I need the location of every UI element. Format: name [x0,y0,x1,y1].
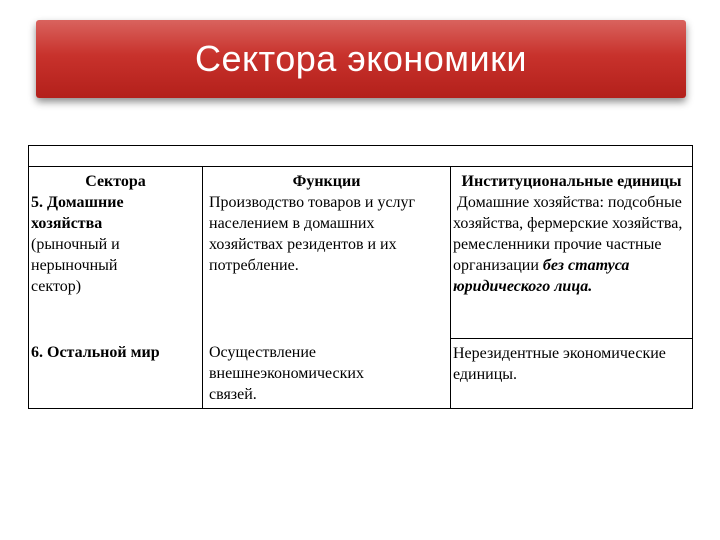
units-emphasis: без статуса юридического лица. [453,257,630,295]
header-units: Институциональные единицы [461,173,682,190]
table-row [29,192,692,338]
table-header-row [29,167,692,192]
title-banner [36,20,686,98]
sector-name: 5. Домашние хозяйства [31,194,124,232]
table-empty-top-row [29,146,692,167]
sector-name: 6. Остальной мир [31,344,160,361]
sectors-table [28,145,693,409]
row-units-cell [451,192,692,338]
row-sector-cell [29,192,203,338]
row-sector-cell [29,338,203,408]
slide-title: Сектора экономики [195,38,527,79]
row-function-cell [203,192,451,338]
units-text: Нерезидентные экономические единицы. [453,345,666,383]
table-row [29,338,692,408]
row-function-cell [203,338,451,408]
units-text: Домашние хозяйства: подсобные хозяйства, фермерские хозяйства, ремесленники прочие частные организации [453,194,683,274]
function-text: Производство товаров и услуг населением в домашних хозяйствах резидентов и их потребление. [209,194,416,274]
sector-note: (рыночный и нерыночный сектор) [31,236,120,295]
header-sectors: Сектора [29,167,203,192]
function-text: Осуществление внешнеэкономических связей. [209,344,364,403]
header-functions: Функции [203,167,451,192]
row-units-cell [451,338,692,408]
